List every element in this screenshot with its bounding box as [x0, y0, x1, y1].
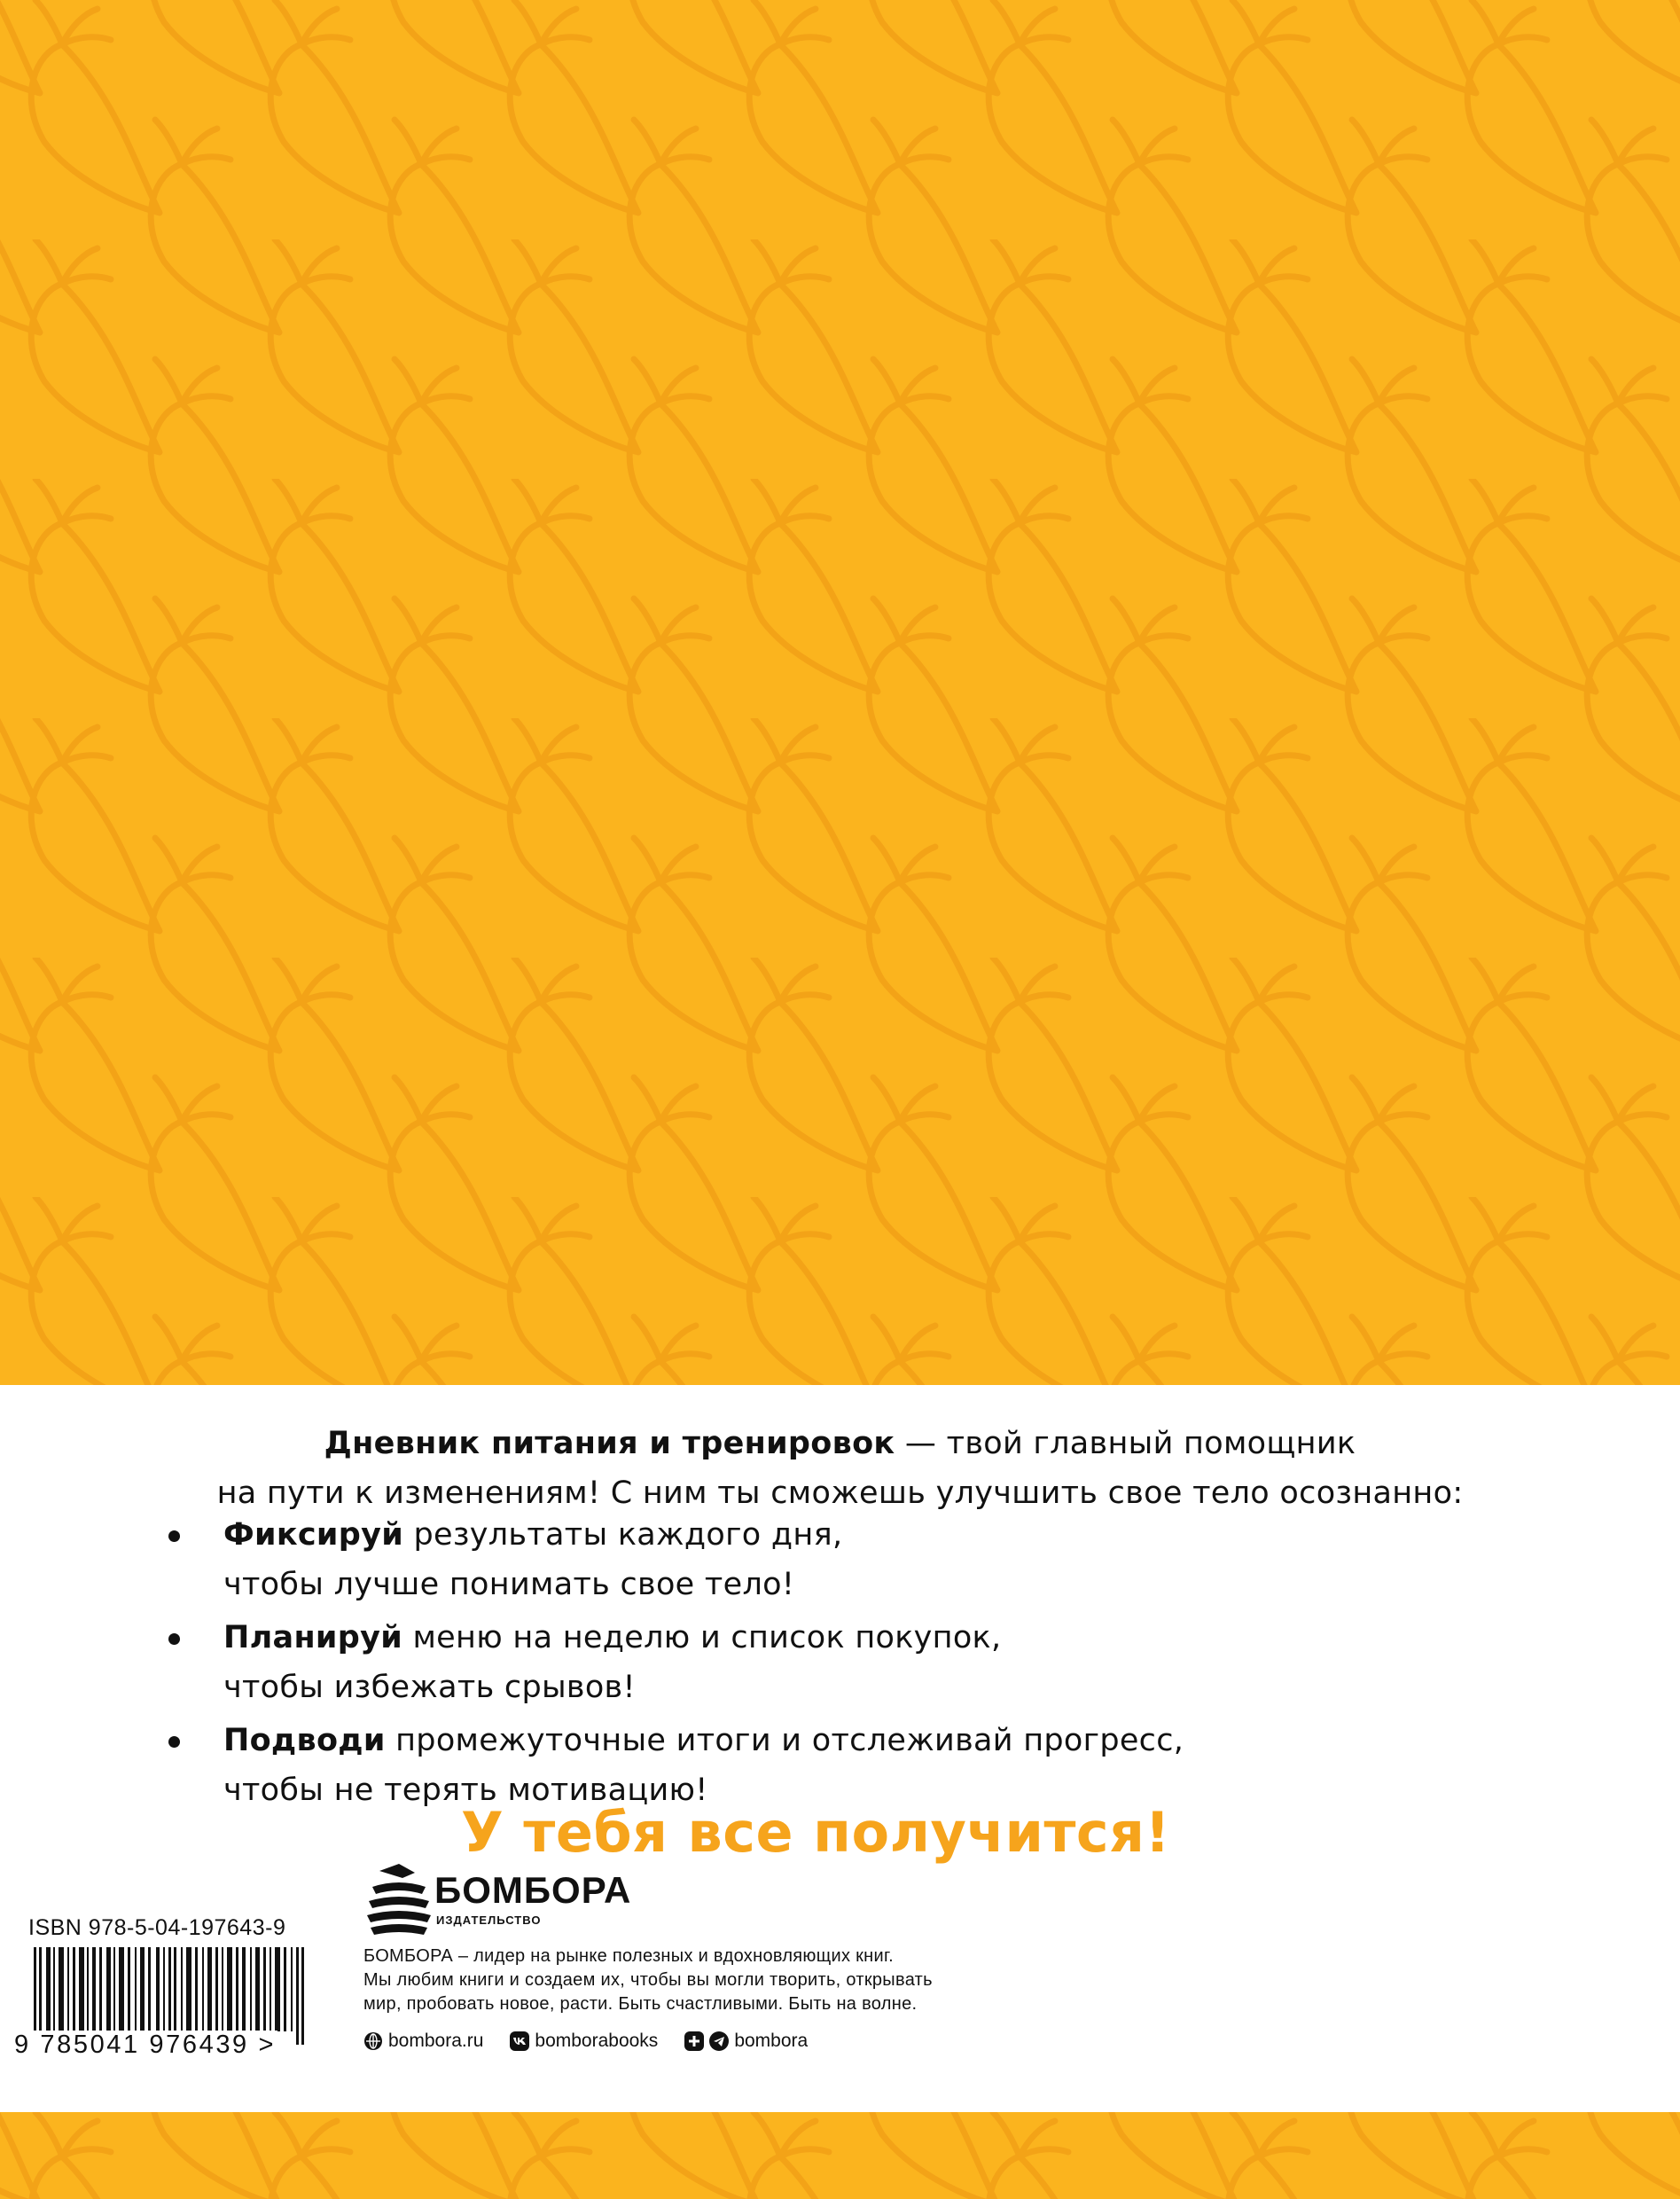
- intro-text: [0, 1419, 1680, 1518]
- social-label: bombora.ru: [388, 2031, 484, 2051]
- list-item-line2: чтобы лучше понимать свое тело!: [223, 1567, 795, 1602]
- about-line: БОМБОРА – лидер на рынке полезных и вдохновляющих книг.: [363, 1946, 894, 1966]
- slogan: У тебя все получится!: [461, 1800, 1171, 1865]
- list-item-text: промежуточные итоги и отслеживай прогресс,: [385, 1723, 1184, 1758]
- list-item-text: меню на неделю и список покупок,: [402, 1620, 1002, 1655]
- social-link-site[interactable]: [363, 2031, 483, 2052]
- publisher-name: БОМБОРА: [434, 1869, 632, 1911]
- list-item-line2: чтобы избежать срывов!: [223, 1670, 636, 1705]
- intro-line1: — твой главный помощник: [895, 1426, 1356, 1461]
- list-item-text: результаты каждого дня,: [403, 1517, 843, 1553]
- list-item-bold: Фиксируй: [223, 1517, 404, 1553]
- social-label: bomborabooks: [535, 2031, 659, 2051]
- publisher-subtitle: ИЗДАТЕЛЬСТВО: [436, 1913, 542, 1927]
- about-line: мир, пробовать новое, расти. Быть счастливыми. Быть на волне.: [363, 1994, 918, 2014]
- isbn-text: ISBN 978-5-04-197643-9: [28, 1915, 286, 1940]
- vk-icon: [510, 2031, 529, 2051]
- list-item: [164, 1613, 1184, 1712]
- telegram-icon: [709, 2031, 729, 2051]
- list-item-line2: чтобы не терять мотивацию!: [223, 1773, 708, 1808]
- list-item: [164, 1510, 1184, 1609]
- about-line: Мы любим книги и создаем их, чтобы вы могли творить, открывать: [363, 1970, 933, 1990]
- intro-line2: на пути к изменениям! С ним ты сможешь улучшить свое тело осознанно:: [216, 1475, 1464, 1511]
- feature-list: [164, 1510, 1184, 1819]
- bullet-icon: [168, 1736, 180, 1748]
- social-link-telegram[interactable]: [684, 2031, 808, 2052]
- bullet-icon: [168, 1633, 180, 1645]
- carrot-pattern-bottom: [0, 2112, 1680, 2199]
- social-label: bombora: [734, 2031, 809, 2051]
- plus-icon: [684, 2031, 704, 2051]
- barcode-digits: 9 785041 976439 >: [14, 2031, 276, 2059]
- list-item-bold: Подводи: [223, 1723, 386, 1758]
- globe-icon: [363, 2031, 383, 2051]
- social-links: [363, 2031, 834, 2052]
- bullet-icon: [168, 1530, 180, 1542]
- carrot-pattern-icon: [0, 2112, 1680, 2199]
- publisher-about: [363, 1945, 1037, 2016]
- list-item-bold: Планируй: [223, 1620, 403, 1655]
- social-link-vk[interactable]: [510, 2031, 658, 2052]
- intro-title: Дневник питания и тренировок: [324, 1426, 895, 1461]
